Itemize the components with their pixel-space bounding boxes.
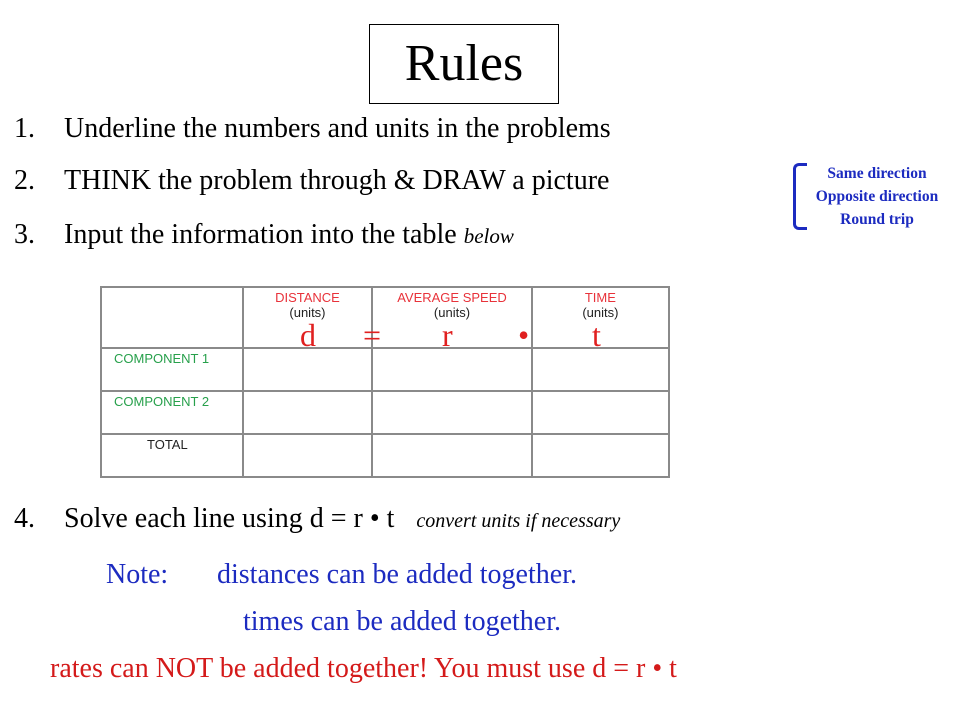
table-cell: [243, 434, 372, 477]
formula-equals: =: [363, 317, 382, 353]
drt-table: [100, 286, 670, 468]
table-header-row: [101, 287, 669, 348]
side-note-same-direction: Same direction: [827, 165, 927, 182]
note-rates: rates can NOT be added together! You must use d = r • t: [50, 653, 677, 684]
rule-3-suffix: below: [463, 224, 514, 248]
note-distances: distances can be added together.: [217, 559, 577, 590]
table-header-distance-title: DISTANCE: [275, 290, 340, 305]
drt-table-grid: [100, 286, 670, 478]
table-row: [101, 434, 669, 477]
formula-d: d: [300, 317, 316, 353]
rule-3: [14, 218, 514, 253]
rule-3-number: 3.: [14, 219, 35, 250]
rule-1-number: 1.: [14, 113, 35, 144]
table-cell: [243, 348, 372, 391]
table-header-speed-title: AVERAGE SPEED: [397, 290, 507, 305]
table-header-speed-units: (units): [433, 305, 471, 320]
formula-t: t: [592, 317, 601, 353]
table-header-time-title: TIME: [584, 290, 616, 305]
table-header-distance-units: (units): [289, 305, 326, 320]
note-label: Note:: [106, 559, 169, 590]
table-cell: [243, 391, 372, 434]
table-cell: [372, 391, 532, 434]
table-cell: [532, 434, 669, 477]
table-cell: [532, 348, 669, 391]
table-row-label-component-2: COMPONENT 2: [101, 391, 243, 434]
rule-4-text: Solve each line using d = r • t: [64, 503, 395, 534]
table-header-time-units: (units): [582, 305, 619, 320]
table-row-label-total: TOTAL: [101, 434, 243, 477]
rule-2-text: THINK the problem through & DRAW a picture: [64, 165, 610, 196]
rule-4-suffix: convert units if necessary: [416, 510, 621, 532]
table-header-blank: [101, 287, 243, 348]
note-times: times can be added together.: [243, 606, 561, 637]
table-row: [101, 391, 669, 434]
formula-dot: •: [518, 317, 530, 353]
page-title-text: Rules: [404, 35, 524, 92]
rule-2-number: 2.: [14, 165, 35, 196]
rule-3-text: Input the information into the table: [64, 219, 464, 250]
rule-1-text: Underline the numbers and units in the problems: [64, 113, 611, 144]
table-row: [101, 348, 669, 391]
table-cell: [372, 348, 532, 391]
rule-1: [14, 112, 611, 146]
table-cell: [372, 434, 532, 477]
rule-4: [14, 502, 620, 538]
rule-4-number: 4.: [14, 503, 35, 534]
side-note-round-trip: Round trip: [840, 211, 914, 228]
page-title: [369, 24, 559, 104]
formula-r: r: [442, 317, 453, 353]
table-row-label-component-1: COMPONENT 1: [101, 348, 243, 391]
side-note-opposite-direction: Opposite direction: [815, 188, 939, 205]
table-cell: [532, 391, 669, 434]
rule-2: [14, 164, 609, 198]
